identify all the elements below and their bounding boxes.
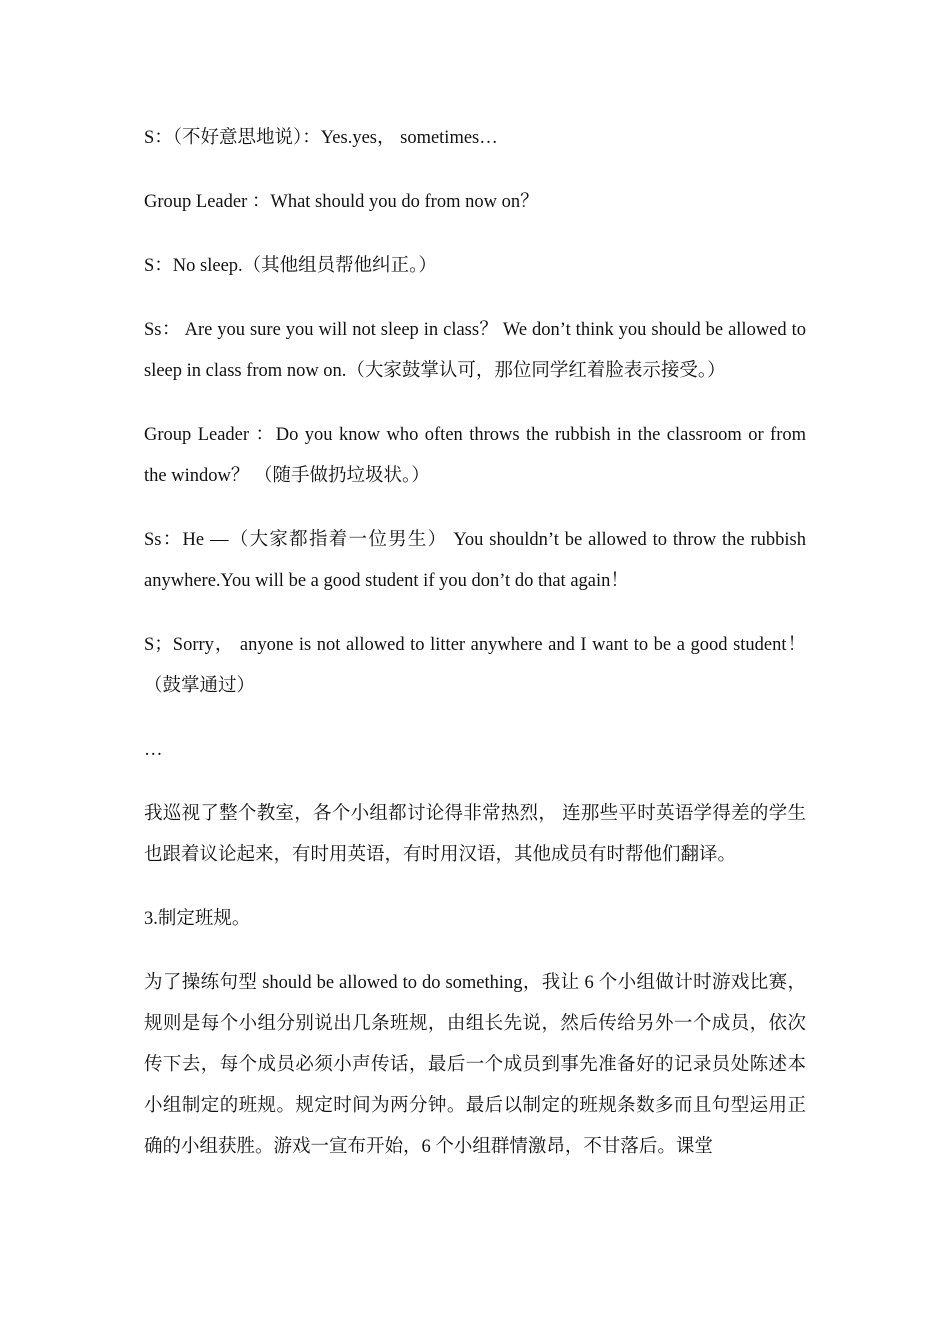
dialogue-student-admits: S：（不好意思地说）：Yes.yes， sometimes… <box>144 128 498 148</box>
dialogue-group-sleep: Ss： Are you sure you will not sleep in class？ We don’t think you should be allowed to sleep in class from now on.（大家鼓掌认可，那位同学红着脸表示接受。） <box>144 320 806 381</box>
document-body <box>144 118 806 1191</box>
ellipsis-paragraph: … <box>144 740 163 760</box>
section-heading-class-rules: 3.制定班规。 <box>144 909 251 929</box>
narration-game-rules: 为了操练句型 should be allowed to do something，我让 6 个小组做计时游戏比赛，规则是每个小组分别说出几条班规，由组长先说，然后传给另外一个成员，依次传下去，每个成员必须小声传话，最后一个成员到事先准备好的记录员处陈述本小组制定的班规。规定时间为两分钟。最后以制定的班规条数多而且句型运用正确的小组获胜。游戏一宣布开始，6 个小组群情激昂，不甘落后。课堂 <box>144 973 806 1157</box>
dialogue-leader-rubbish: Group Leader ：Do you know who often throws the rubbish in the classroom or from the window？ （随手做扔垃圾状。） <box>144 425 806 486</box>
dialogue-group-rubbish: Ss：He —（大家都指着一位男生） You shouldn’t be allowed to throw the rubbish anywhere.You will be a good student if you don’t do that again！ <box>144 530 806 591</box>
narration-classroom: 我巡视了整个教室，各个小组都讨论得非常热烈， 连那些平时英语学得差的学生也跟着议论起来，有时用英语，有时用汉语，其他成员有时帮他们翻译。 <box>144 804 806 865</box>
dialogue-leader-question: Group Leader ：What should you do from now on？ <box>144 192 539 212</box>
dialogue-student-no-sleep: S：No sleep.（其他组员帮他纠正。） <box>144 256 437 276</box>
dialogue-student-sorry: S；Sorry， anyone is not allowed to litter anywhere and I want to be a good student！（鼓掌通过） <box>144 635 806 696</box>
